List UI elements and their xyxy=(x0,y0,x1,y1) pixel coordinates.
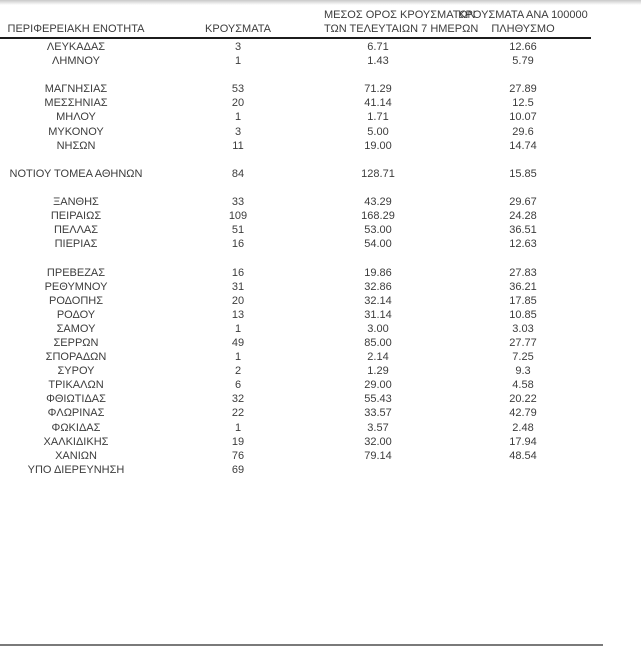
table-header xyxy=(0,8,641,36)
table-row xyxy=(0,237,641,251)
avg7-cell: 3.00 xyxy=(367,322,389,335)
cases-cell: 109 xyxy=(228,210,248,223)
avg7-cell: 1.29 xyxy=(367,365,389,378)
header-per100k-line1: ΚΡΟΥΣΜΑΤΑ ΑΝΑ 100000 xyxy=(458,9,588,21)
avg7-cell: 54.00 xyxy=(364,238,392,251)
cases-cell: 2 xyxy=(234,365,242,378)
header-cases xyxy=(152,8,324,36)
per100k-cell xyxy=(432,463,614,477)
table-body xyxy=(0,40,641,477)
table-row xyxy=(0,392,641,406)
per100k-cell: 20.22 xyxy=(509,393,537,406)
per100k-cell: 2.48 xyxy=(512,421,534,434)
table-row xyxy=(0,294,641,308)
avg7-cell: 6.71 xyxy=(367,41,389,53)
per100k-cell: 24.28 xyxy=(509,210,537,223)
bottom-rule xyxy=(0,644,603,646)
cases-cell: 53 xyxy=(231,83,245,96)
cases-cell: 69 xyxy=(231,463,245,476)
avg7-cell: 33.57 xyxy=(364,407,392,420)
cases-cell: 31 xyxy=(231,280,245,293)
table-row xyxy=(0,96,641,110)
cases-cell: 20 xyxy=(231,294,245,307)
table-row xyxy=(0,350,641,364)
per100k-cell: 7.25 xyxy=(512,351,534,364)
region-cell: ΜΕΣΣΗΝΙΑΣ xyxy=(44,97,108,110)
table-row xyxy=(0,82,641,96)
region-group xyxy=(0,266,641,477)
cases-cell: 16 xyxy=(231,266,245,279)
avg7-cell: 41.14 xyxy=(364,97,392,110)
per100k-cell: 12.66 xyxy=(509,41,537,53)
region-cell: ΡΟΔΟΥ xyxy=(56,308,96,321)
cases-cell: 32 xyxy=(231,393,245,406)
region-cell: ΛΗΜΝΟΥ xyxy=(52,55,100,68)
header-cases-line2: ΚΡΟΥΣΜΑΤΑ xyxy=(205,23,271,35)
region-cell: ΠΕΙΡΑΙΩΣ xyxy=(50,210,102,223)
avg7-cell: 3.57 xyxy=(367,421,389,434)
header-underline xyxy=(0,37,591,39)
avg7-cell xyxy=(324,463,432,477)
avg7-cell: 55.43 xyxy=(364,393,392,406)
table-row xyxy=(0,280,641,294)
region-cell: ΦΘΙΩΤΙΔΑΣ xyxy=(46,393,106,406)
header-region-line2: ΠΕΡΙΦΕΡΕΙΑΚΗ ΕΝΟΤΗΤΑ xyxy=(7,23,145,35)
per100k-cell: 9.3 xyxy=(515,365,531,378)
region-cell: ΤΡΙΚΑΛΩΝ xyxy=(48,379,104,392)
per100k-cell: 27.77 xyxy=(509,336,537,349)
cases-cell: 6 xyxy=(234,379,242,392)
per100k-cell: 36.21 xyxy=(509,280,537,293)
avg7-cell: 53.00 xyxy=(364,224,392,237)
cases-cell: 1 xyxy=(234,111,242,124)
header-avg7 xyxy=(324,8,479,36)
cases-cell: 3 xyxy=(234,125,242,138)
header-avg7-line2: ΤΩΝ ΤΕΛΕΥΤΑΙΩΝ 7 ΗΜΕΡΩΝ xyxy=(324,23,479,35)
cases-cell: 16 xyxy=(231,238,245,251)
avg7-cell: 19.00 xyxy=(364,139,392,152)
cases-cell: 11 xyxy=(232,139,244,152)
cases-cell: 22 xyxy=(231,407,245,420)
per100k-cell: 27.83 xyxy=(509,266,537,279)
table-row xyxy=(0,406,641,420)
per100k-cell: 14.74 xyxy=(509,139,537,152)
per100k-cell: 27.89 xyxy=(509,83,537,96)
table-row xyxy=(0,54,641,68)
avg7-cell: 31.14 xyxy=(364,308,392,321)
cases-table xyxy=(0,8,641,477)
page-top-edge xyxy=(0,0,641,5)
avg7-cell: 32.00 xyxy=(364,435,392,448)
table-row xyxy=(0,322,641,336)
region-cell: ΦΩΚΙΔΑΣ xyxy=(51,421,101,434)
region-cell: ΣΥΡΟΥ xyxy=(57,365,95,378)
avg7-cell: 168.29 xyxy=(361,210,395,223)
header-cases-line1 xyxy=(152,8,324,22)
per100k-cell: 4.58 xyxy=(512,379,534,392)
region-cell: ΜΑΓΝΗΣΙΑΣ xyxy=(44,83,108,96)
avg7-cell: 2.14 xyxy=(367,351,389,364)
avg7-cell: 1.43 xyxy=(367,55,389,68)
per100k-cell: 29.6 xyxy=(512,125,534,138)
table-row xyxy=(0,463,641,477)
per100k-cell: 15.85 xyxy=(509,167,537,180)
region-cell: ΛΕΥΚΑΔΑΣ xyxy=(46,41,106,53)
region-cell: ΣΕΡΡΩΝ xyxy=(53,336,99,349)
per100k-cell: 17.85 xyxy=(509,294,537,307)
per100k-cell: 12.63 xyxy=(509,238,537,251)
cases-cell: 76 xyxy=(231,449,245,462)
region-cell: ΜΗΛΟΥ xyxy=(56,111,96,124)
header-region-line1 xyxy=(0,8,152,22)
table-row xyxy=(0,167,641,181)
per100k-cell: 10.85 xyxy=(509,308,537,321)
avg7-cell: 1.71 xyxy=(367,111,389,124)
region-cell: ΡΟΔΟΠΗΣ xyxy=(48,294,104,307)
cases-cell: 13 xyxy=(231,308,245,321)
table-row xyxy=(0,421,641,435)
avg7-cell: 79.14 xyxy=(364,449,392,462)
region-cell: ΦΛΩΡΙΝΑΣ xyxy=(47,407,105,420)
avg7-cell: 29.00 xyxy=(364,379,392,392)
cases-cell: 51 xyxy=(231,224,245,237)
region-cell: ΠΡΕΒΕΖΑΣ xyxy=(46,266,106,279)
cases-cell: 19 xyxy=(231,435,245,448)
region-cell: ΣΠΟΡΑΔΩΝ xyxy=(45,351,107,364)
per100k-cell: 3.03 xyxy=(512,322,534,335)
table-row xyxy=(0,209,641,223)
header-per100k xyxy=(432,8,614,36)
table-row xyxy=(0,195,641,209)
table-row xyxy=(0,223,641,237)
region-group xyxy=(0,82,641,152)
cases-cell: 1 xyxy=(234,55,242,68)
region-cell: ΜΥΚΟΝΟΥ xyxy=(48,125,104,138)
avg7-cell: 43.29 xyxy=(364,196,392,209)
header-per100k-line2: ΠΛΗΘΥΣΜΟ xyxy=(491,23,555,35)
avg7-cell: 5.00 xyxy=(367,125,389,138)
table-row xyxy=(0,435,641,449)
cases-cell: 84 xyxy=(231,167,245,180)
per100k-cell: 48.54 xyxy=(509,449,537,462)
region-cell: ΠΕΛΛΑΣ xyxy=(53,224,99,237)
avg7-cell: 32.86 xyxy=(364,280,392,293)
region-group xyxy=(0,195,641,251)
cases-cell: 1 xyxy=(234,351,242,364)
table-row xyxy=(0,364,641,378)
table-row xyxy=(0,139,641,153)
table-row xyxy=(0,449,641,463)
cases-cell: 3 xyxy=(234,41,242,53)
cases-cell: 1 xyxy=(234,322,242,335)
cases-cell: 33 xyxy=(231,196,245,209)
region-cell: ΡΕΘΥΜΝΟΥ xyxy=(44,280,108,293)
avg7-cell: 85.00 xyxy=(364,336,392,349)
region-cell: ΝΗΣΩΝ xyxy=(56,139,96,152)
header-avg7-line1: ΜΕΣΟΣ ΟΡΟΣ ΚΡΟΥΣΜΑΤΩΝ xyxy=(324,9,476,21)
region-cell: ΧΑΛΚΙΔΙΚΗΣ xyxy=(43,435,109,448)
table-row xyxy=(0,336,641,350)
per100k-cell: 29.67 xyxy=(509,196,537,209)
per100k-cell: 5.79 xyxy=(512,55,534,68)
table-row xyxy=(0,125,641,139)
region-group xyxy=(0,40,641,68)
per100k-cell: 10.07 xyxy=(509,111,537,124)
region-cell: ΝΟΤΙΟΥ ΤΟΜΕΑ ΑΘΗΝΩΝ xyxy=(9,167,143,180)
region-cell: ΠΙΕΡΙΑΣ xyxy=(54,238,98,251)
table-row xyxy=(0,266,641,280)
region-group xyxy=(0,167,641,181)
region-cell: ΣΑΜΟΥ xyxy=(56,322,96,335)
per100k-cell: 12.5 xyxy=(512,97,534,110)
avg7-cell: 19.86 xyxy=(364,266,392,279)
avg7-cell: 128.71 xyxy=(361,167,395,180)
region-cell: ΥΠΟ ΔΙΕΡΕΥΝΗΣΗ xyxy=(27,463,125,476)
avg7-cell: 32.14 xyxy=(364,294,392,307)
per100k-cell: 36.51 xyxy=(509,224,537,237)
table-row xyxy=(0,40,641,54)
region-cell: ΞΑΝΘΗΣ xyxy=(53,196,99,209)
header-region xyxy=(0,8,152,36)
per100k-cell: 17.94 xyxy=(509,435,537,448)
cases-cell: 20 xyxy=(231,97,245,110)
region-cell: ΧΑΝΙΩΝ xyxy=(55,449,97,462)
table-row xyxy=(0,110,641,124)
per100k-cell: 42.79 xyxy=(509,407,537,420)
table-row xyxy=(0,378,641,392)
cases-cell: 1 xyxy=(234,421,242,434)
table-row xyxy=(0,308,641,322)
cases-cell: 49 xyxy=(231,336,245,349)
avg7-cell: 71.29 xyxy=(364,83,392,96)
